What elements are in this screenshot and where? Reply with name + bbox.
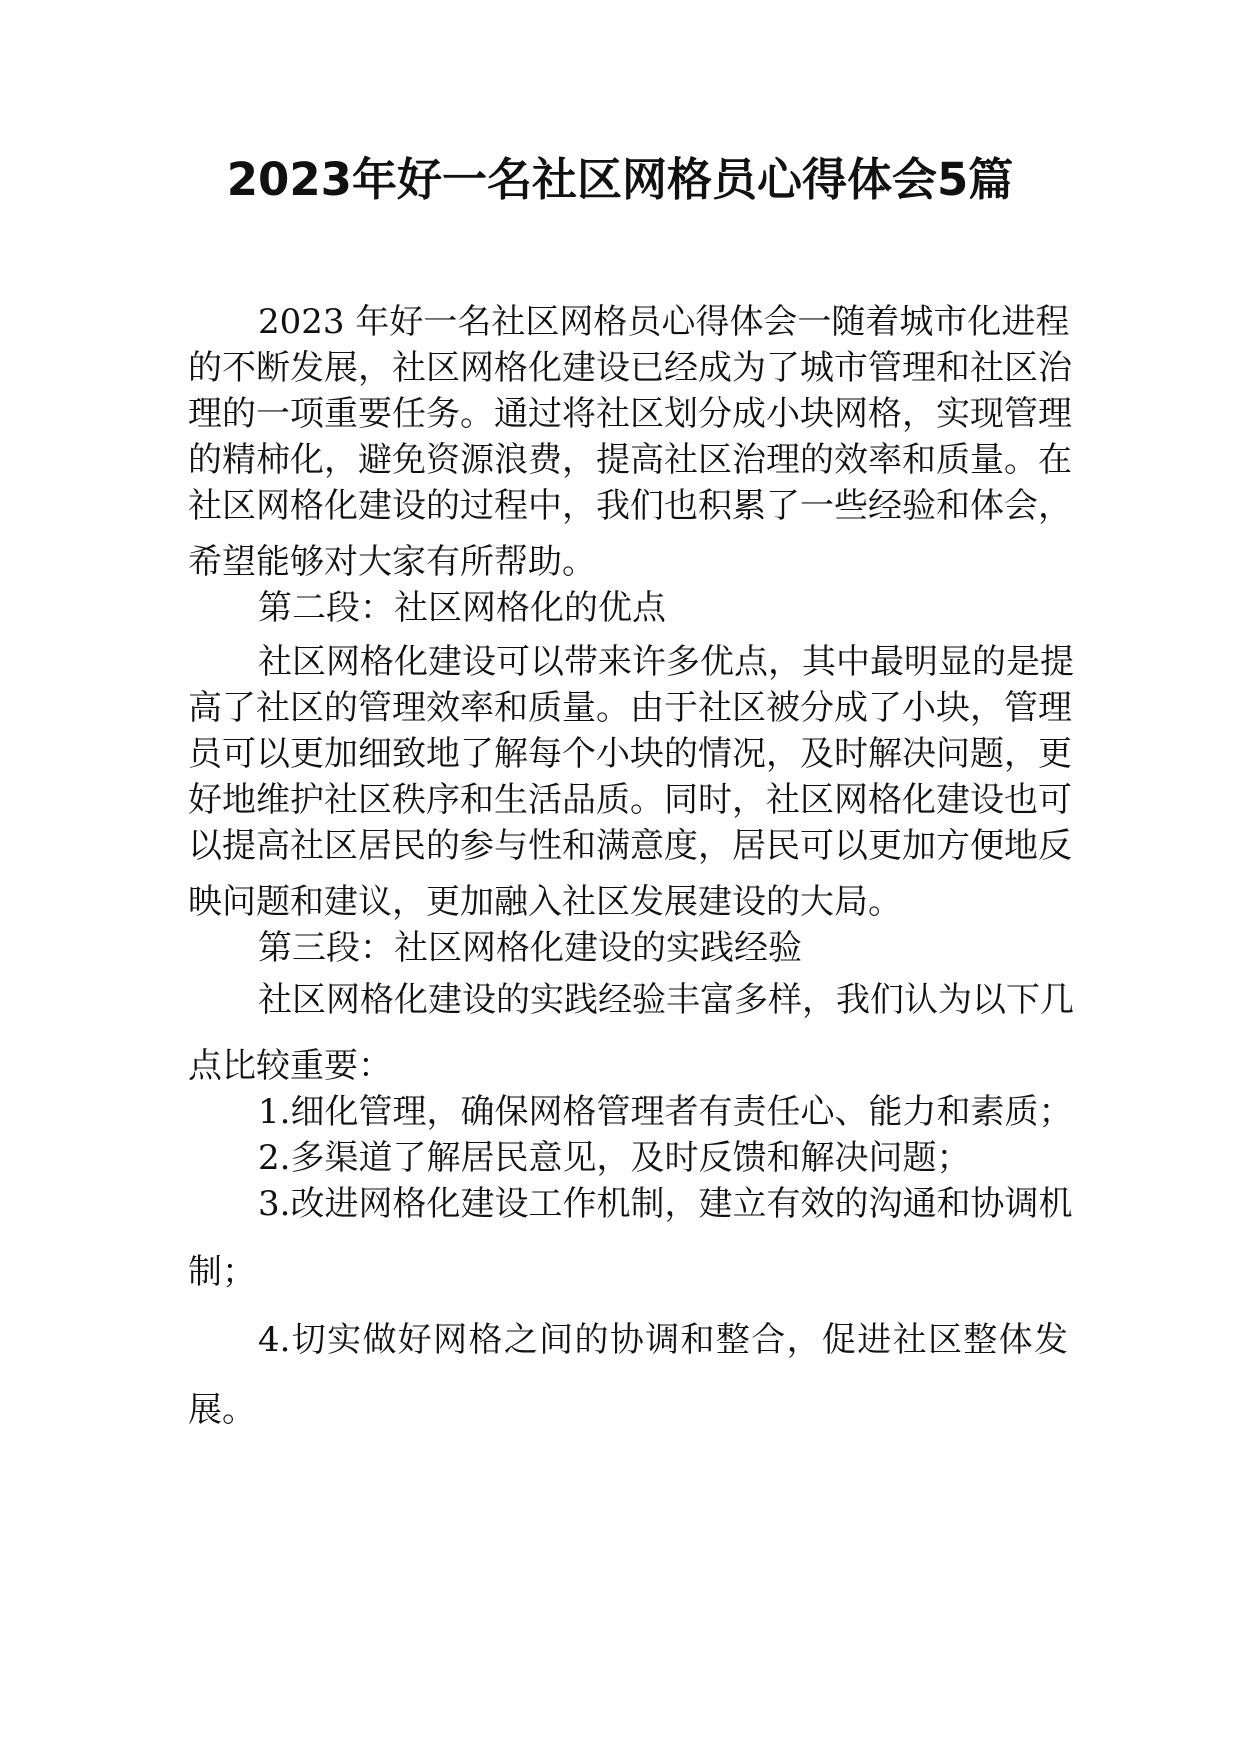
paragraph-line: 的精柿化，避免资源浪费，提高社区治理的效率和质量。在 [188,440,1072,480]
paragraph-line: 以提高社区居民的参与性和满意度，居民可以更加方便地反 [188,826,1072,866]
paragraph-line: 员可以更加细致地了解每个小块的情况，及时解决问题，更 [188,734,1072,774]
paragraph-line: 的不断发展，社区网格化建设已经成为了城市管理和社区治 [188,348,1072,388]
paragraph-line: 点比较重要： [188,1046,392,1086]
section-heading: 第二段：社区网格化的优点 [258,588,666,628]
list-item: 3.改进网格化建设工作机制，建立有效的沟通和协调机 [258,1184,1073,1224]
list-item: 1.细化管理，确保网格管理者有责任心、能力和素质； [258,1092,1073,1132]
list-item-continuation: 展。 [188,1390,256,1430]
list-item: 2.多渠道了解居民意见，及时反馈和解决问题； [258,1138,971,1178]
list-item-continuation: 制； [188,1252,256,1292]
paragraph-line: 社区网格化建设的实践经验丰富多样，我们认为以下几 [258,980,1074,1020]
paragraph-line: 好地维护社区秩序和生活品质。同时，社区网格化建设也可 [188,780,1072,820]
paragraph-line: 社区网格化建设的过程中，我们也积累了一些经验和体会， [188,486,1072,526]
paragraph-line: 高了社区的管理效率和质量。由于社区被分成了小块，管理 [188,688,1072,728]
paragraph-line: 2023 年好一名社区网格员心得体会一随着城市化进程 [258,302,1070,342]
paragraph-line: 社区网格化建设可以带来许多优点，其中最明显的是提 [258,642,1074,682]
paragraph-line: 希望能够对大家有所帮助。 [188,542,596,582]
section-heading: 第三段：社区网格化建设的实践经验 [258,928,802,968]
paragraph-line: 映问题和建议，更加融入社区发展建设的大局。 [188,882,902,922]
list-item: 4.切实做好网格之间的协调和整合，促进社区整体发 [258,1320,1068,1360]
document-title: 2023年好一名社区网格员心得体会5篇 [226,153,1014,206]
paragraph-line: 理的一项重要任务。通过将社区划分成小块网格，实现管理 [188,394,1072,434]
